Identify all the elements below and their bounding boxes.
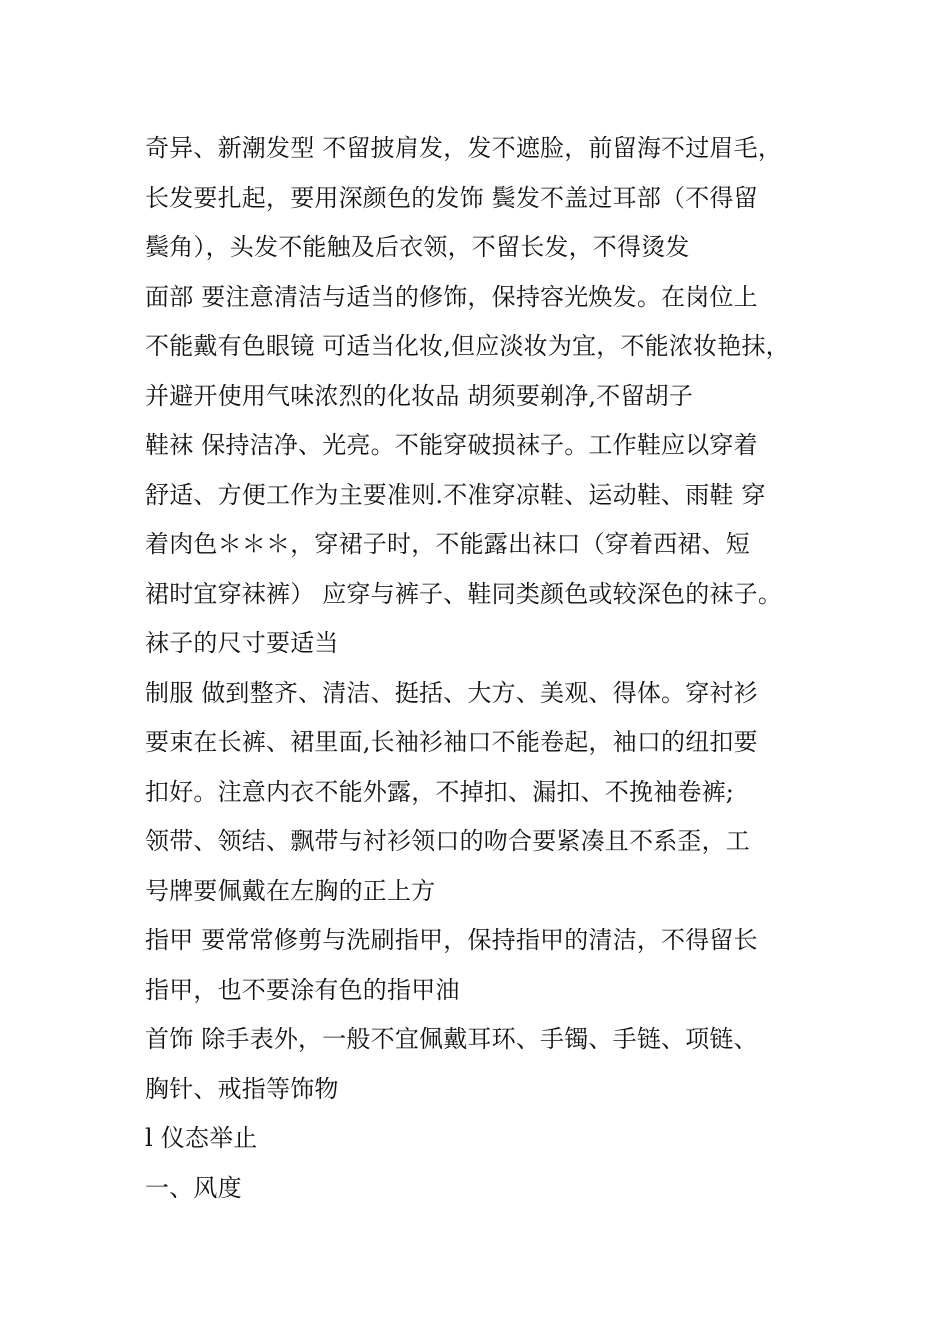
text-line: 不能戴有色眼镜 可适当化妆,但应淡妆为宜，不能浓妆艳抹，: [145, 332, 790, 360]
text-line: 鞋袜 保持洁净、光亮。不能穿破损袜子。工作鞋应以穿着: [145, 431, 758, 459]
text-line: 奇异、新潮发型 不留披肩发，发不遮脸，前留海不过眉毛，: [145, 134, 783, 162]
section-heading: 一、风度: [145, 1173, 242, 1202]
text-line: 裙时宜穿袜裤） 应穿与裤子、鞋同类颜色或较深色的袜子。: [145, 579, 783, 608]
text-line: 并避开使用气味浓烈的化妆品 胡须要剃净,不留胡子: [145, 381, 694, 410]
document-body: [145, 124, 825, 1213]
text-line: 领带、领结、飘带与衬衫领口的吻合要紧凑且不系歪，工: [145, 827, 750, 855]
text-line: 着肉色＊＊＊，穿裙子时，不能露出袜口（穿着西裙、短: [145, 530, 750, 558]
text-line: 扣好。注意内衣不能外露，不掉扣、漏扣、不挽袖卷裤;: [145, 777, 735, 806]
text-line: 鬓角），头发不能触及后衣领，不留长发，不得烫发: [145, 233, 690, 261]
section-heading: l 仪态举止: [145, 1124, 258, 1152]
text-line: 胸针、戒指等饰物: [145, 1074, 339, 1103]
text-line: 袜子的尺寸要适当: [145, 629, 339, 657]
text-line: 首饰 除手表外，一般不宜佩戴耳环、手镯、手链、项链、: [145, 1025, 758, 1053]
text-line: 号牌要佩戴在左胸的正上方: [145, 876, 436, 905]
text-line: 指甲 要常常修剪与洗刷指甲，保持指甲的清洁，不得留长: [145, 926, 758, 954]
text-line: 指甲，也不要涂有色的指甲油: [145, 975, 460, 1004]
text-line: 面部 要注意清洁与适当的修饰，保持容光焕发。在岗位上: [145, 282, 758, 311]
text-line: 长发要扎起，要用深颜色的发饰 鬓发不盖过耳部（不得留: [145, 183, 758, 212]
text-line: 要束在长裤、裙里面,长袖衫袖口不能卷起，袖口的纽扣要: [145, 728, 758, 756]
text-line: 舒适、方便工作为主要准则.不准穿凉鞋、运动鞋、雨鞋 穿: [145, 480, 766, 509]
text-line: 制服 做到整齐、清洁、挺括、大方、美观、得体。穿衬衫: [145, 678, 758, 707]
